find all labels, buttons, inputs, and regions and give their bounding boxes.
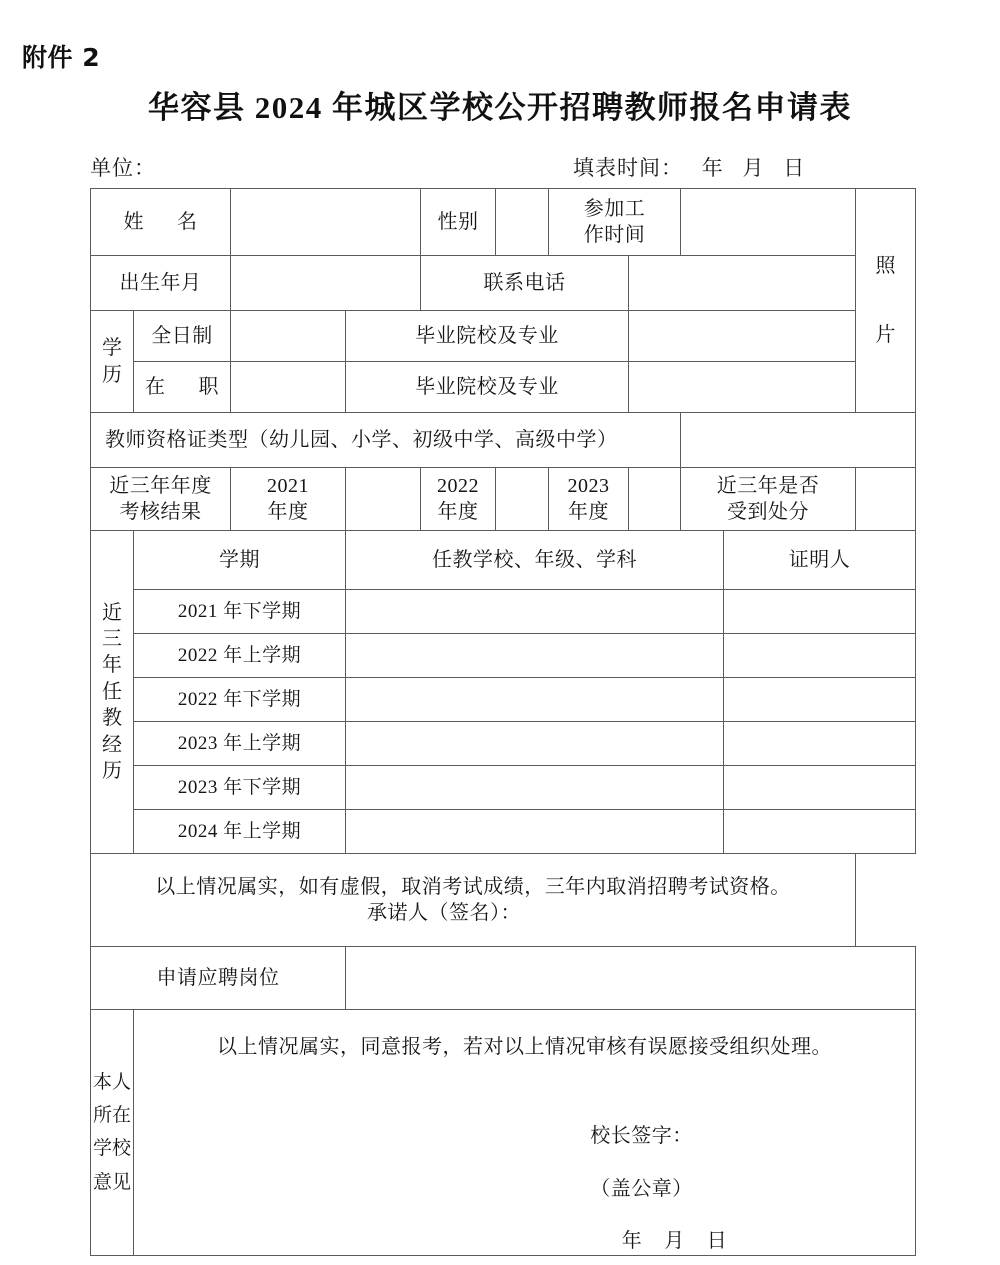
semester-witness-cell[interactable] (724, 678, 916, 722)
commitment-block (91, 854, 856, 947)
year-2021-suffix: 年度 (267, 501, 309, 523)
year-2021: 2021 (267, 474, 309, 497)
row-certificate (91, 413, 916, 468)
semester-school-cell[interactable] (346, 722, 724, 766)
photo-label-line1: 照 (875, 255, 896, 278)
birth-label: 出生年月 (91, 256, 231, 311)
application-form-table (90, 188, 916, 1256)
inservice-school-major-value-cell[interactable] (629, 362, 856, 413)
penalty-label-line2: 受到处分 (727, 501, 809, 523)
table-row (91, 810, 916, 854)
work-start-label-line1: 参加工 (583, 197, 646, 220)
penalty-label-line1: 近三年是否 (716, 474, 820, 497)
assessment-label (91, 468, 231, 531)
fulltime-school-major-value-cell[interactable] (629, 311, 856, 362)
assessment-label-line2: 考核结果 (119, 501, 202, 523)
school-opinion-date-label: 年 月 日 (621, 1230, 728, 1253)
gender-label: 性别 (421, 189, 496, 256)
gender-value-cell[interactable] (496, 189, 549, 256)
assessment-year-2022-value-cell[interactable] (496, 468, 549, 531)
year-2022-suffix: 年度 (437, 501, 479, 523)
commitment-statement: 以上情况属实，如有虚假，取消考试成绩，三年内取消招聘考试资格。 (155, 875, 791, 898)
row-applied-post (91, 947, 916, 1010)
row-name (91, 189, 916, 256)
school-opinion-vertical-label: 本人 所在 学校 意见 (91, 1010, 134, 1256)
semester-witness-cell[interactable] (724, 766, 916, 810)
principal-sign-label: 校长签字： (590, 1124, 693, 1147)
education-vertical-label: 学 历 (91, 311, 134, 413)
birth-value-cell[interactable] (231, 256, 421, 311)
inservice-school-major-label: 毕业院校及专业 (346, 362, 629, 413)
table-row (91, 678, 916, 722)
row-education-fulltime (91, 311, 916, 362)
name-label: 姓 名 (91, 189, 231, 256)
work-start-label (549, 189, 681, 256)
semester-witness-cell[interactable] (724, 590, 916, 634)
year-2023: 2023 (567, 474, 610, 497)
assessment-year-2023-label (549, 468, 629, 531)
photo-label-line2: 片 (875, 323, 896, 346)
principal-signature-row (134, 1060, 915, 1228)
table-row (91, 634, 916, 678)
unit-label: 单位： (90, 156, 156, 180)
semester-witness-cell[interactable] (724, 634, 916, 678)
meta-row (90, 152, 915, 178)
experience-header-school: 任教学校、年级、学科 (346, 531, 724, 590)
fulltime-value-cell[interactable] (231, 311, 346, 362)
assessment-year-2021-value-cell[interactable] (346, 468, 421, 531)
experience-header-witness: 证明人 (724, 531, 916, 590)
name-value-cell[interactable] (231, 189, 421, 256)
row-experience-header (91, 531, 916, 590)
year-2022: 2022 (437, 474, 479, 497)
semester-label: 2022 年上学期 (134, 634, 346, 678)
applied-post-value-cell[interactable] (346, 947, 916, 1010)
inservice-value-cell[interactable] (231, 362, 346, 413)
assessment-year-2022-label (421, 468, 496, 531)
semester-label: 2023 年下学期 (134, 766, 346, 810)
commitment-signature-label: 承诺人（签名）： (367, 902, 521, 924)
inservice-label: 在 职 (134, 362, 231, 413)
semester-school-cell[interactable] (346, 590, 724, 634)
assessment-year-2023-value-cell[interactable] (629, 468, 681, 531)
photo-cell[interactable] (856, 189, 916, 413)
semester-label: 2021 年下学期 (134, 590, 346, 634)
work-start-label-line2: 作时间 (583, 224, 646, 246)
row-school-opinion (91, 1010, 916, 1256)
school-opinion-statement: 以上情况属实，同意报考，若对以上情况审核有误愿接受组织处理。 (217, 1036, 832, 1058)
table-row (91, 590, 916, 634)
assessment-label-line1: 近三年年度 (109, 474, 212, 497)
phone-label: 联系电话 (421, 256, 629, 311)
semester-school-cell[interactable] (346, 634, 724, 678)
applied-post-label: 申请应聘岗位 (91, 947, 346, 1010)
row-education-inservice (91, 362, 916, 413)
assessment-year-2021-label (231, 468, 346, 531)
year-2023-suffix: 年度 (568, 501, 609, 523)
penalty-value-cell[interactable] (856, 468, 916, 531)
fill-date-label: 填表时间： 年 月 日 (573, 156, 806, 180)
work-start-value-cell[interactable] (681, 189, 856, 256)
semester-label: 2024 年上学期 (134, 810, 346, 854)
certificate-label: 教师资格证类型（幼儿园、小学、初级中学、高级中学） (91, 413, 681, 468)
semester-witness-cell[interactable] (724, 810, 916, 854)
table-row (91, 766, 916, 810)
semester-school-cell[interactable] (346, 678, 724, 722)
row-birth (91, 256, 916, 311)
page-title: 华容县 2024 年城区学校公开招聘教师报名申请表 (148, 90, 852, 125)
semester-school-cell[interactable] (346, 810, 724, 854)
semester-school-cell[interactable] (346, 766, 724, 810)
row-commitment (91, 854, 916, 947)
semester-label: 2023 年上学期 (134, 722, 346, 766)
semester-witness-cell[interactable] (724, 722, 916, 766)
row-assessment (91, 468, 916, 531)
penalty-label (681, 468, 856, 531)
phone-value-cell[interactable] (629, 256, 856, 311)
seal-label: （盖公章） (590, 1177, 693, 1200)
attachment-label: 附件 2 (22, 43, 101, 72)
fulltime-school-major-label: 毕业院校及专业 (346, 311, 629, 362)
experience-vertical-label: 近 三 年 任 教 经 历 (91, 531, 134, 854)
experience-header-semester: 学期 (134, 531, 346, 590)
table-row (91, 722, 916, 766)
school-opinion-block[interactable] (134, 1010, 916, 1256)
certificate-value-cell[interactable] (681, 413, 916, 468)
fulltime-label: 全日制 (134, 311, 231, 362)
semester-label: 2022 年下学期 (134, 678, 346, 722)
